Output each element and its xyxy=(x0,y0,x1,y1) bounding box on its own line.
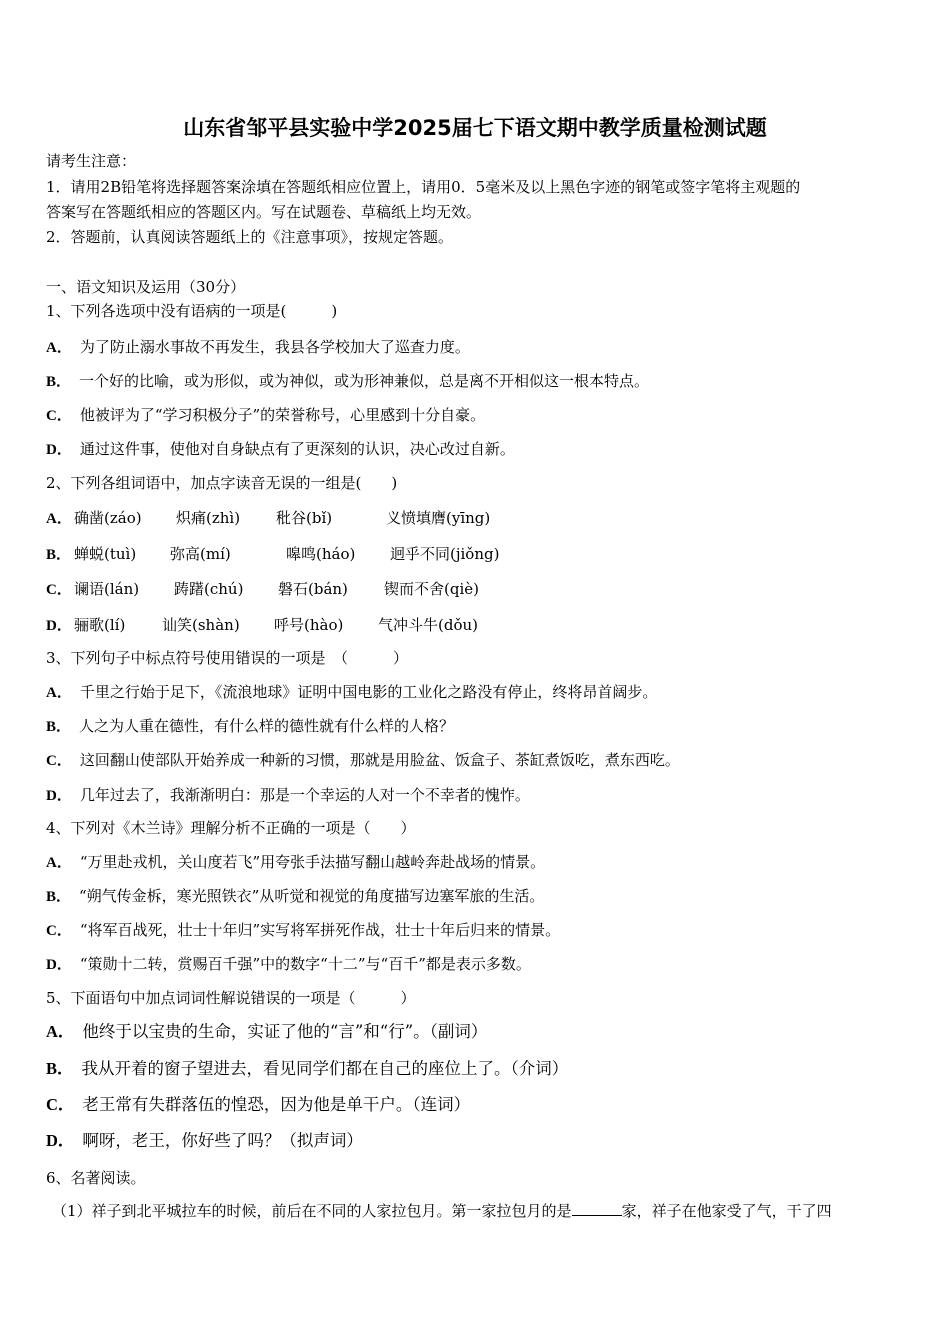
notice-heading: 请考生注意： xyxy=(46,152,137,170)
notice-line-3: 2．答题前，认真阅读答题纸上的《注意事项》，按规定答题。 xyxy=(46,228,454,246)
q5-option-a: A． 他终于以宝贵的生命，实证了他的“言”和“行”。（副词） xyxy=(46,1022,488,1041)
question-1-stem: 1、下列各选项中没有语病的一项是( ) xyxy=(46,302,338,320)
q2-word: 蝉蜕(tuì) xyxy=(74,545,137,563)
q2-word: 义愤填膺(yīng) xyxy=(386,509,491,527)
q2-word: 呼号(hào) xyxy=(274,616,344,634)
q2-word: 踌躇(chú) xyxy=(174,580,244,598)
q2-word: 弥高(mí) xyxy=(170,545,231,563)
q4-option-b: B． “朔气传金柝，寒光照铁衣”从听觉和视觉的角度描写边塞军旅的生活。 xyxy=(46,887,545,905)
notice-line-1: 1．请用2B铅笔将选择题答案涂填在答题纸相应位置上，请用0．5毫米及以上黑色字迹的钢笔或签字笔将主观题的 xyxy=(46,178,801,196)
notice-line-2: 答案写在答题纸相应的答题区内。写在试题卷、草稿纸上均无效。 xyxy=(46,203,482,221)
q2-word: 锲而不舍(qiè) xyxy=(384,580,479,598)
question-6-stem: 6、名著阅读。 xyxy=(46,1169,146,1187)
q4-option-a: A． “万里赴戎机，关山度若飞”用夸张手法描写翻山越岭奔赴战场的情景。 xyxy=(46,853,546,871)
q1-option-d: D． 通过这件事，使他对自身缺点有了更深刻的认识，决心改过自新。 xyxy=(46,440,515,458)
q3-option-d: D． 几年过去了，我渐渐明白：那是一个幸运的人对一个不幸者的愧怍。 xyxy=(46,786,530,804)
q1-option-a: A． 为了防止溺水事故不再发生，我县各学校加大了巡查力度。 xyxy=(46,338,470,356)
q2-word: 嗥鸣(háo) xyxy=(286,545,356,563)
q2-word: 气冲斗牛(dǒu) xyxy=(378,616,478,634)
question-3-stem: 3、下列句子中标点符号使用错误的一项是 （ ） xyxy=(46,649,409,667)
question-2-stem: 2、下列各组词语中，加点字读音无误的一组是( ) xyxy=(46,474,398,492)
q3-option-b: B． 人之为人重在德性，有什么样的德性就有什么样的人格？ xyxy=(46,717,455,735)
exam-page: 山东省邹平县实验中学2025届七下语文期中教学质量检测试题 请考生注意： 1．请用2B铅笔将选择题答案涂填在答题纸相应位置上，请用0．5毫米及以上黑色字迹的钢笔或签字笔将主观题的 答案写在答题纸相应的答题区内。写在试题卷、草稿纸上均无效。 2．答题前，认真阅读答题纸上的《注意事项》，按规定答题。 一、语文知识及运用（30分） 1、下列各选项中没有语病的一项是( ) A． 为了防止溺水事故不再发生，我县各学校加大了巡查力度。 B． 一个好的比喻，或为形似，或为神似，或为形神兼似，总是离不开相似这一根本特点。 C． 他被评为了“学习积极分子”的荣誉称号，心里感到十分自豪。 D． 通过这件事，使他对自身缺点有了更深刻的认识，决心改过自新。 2、下列各组词语中，加点字读音无误的一组是( ) A． 确凿(záo) 炽痛(zhì) 秕谷(bǐ) 义愤填膺(yīng) B． 蝉蜕(tuì) 弥高(mí) 嗥鸣(háo) 迥乎不同(jiǒng) C． 谰语(lán) 踌躇(chú) 磐石(bán) 锲而不舍(qiè) D． 骊歌(lí) 讪笑(shàn) 呼号(hào) 气冲斗牛(dǒu) 3、下列句子中标点符号使用错误的一项是 （ ） A． 千里之行始于足下，《流浪地球》证明中国电影的工业化之路没有停止，终将昂首阔步。 B． 人之为人重在德性，有什么样的德性就有什么样的人格？ C． 这回翻山使部队开始养成一种新的习惯，那就是用脸盆、饭盒子、茶缸煮饭吃，煮东西吃。 D． 几年过去了，我渐渐明白：那是一个幸运的人对一个不幸者的愧怍。 4、下列对《木兰诗》理解分析不正确的一项是（ ） A． “万里赴戎机，关山度若飞”用夸张手法描写翻山越岭奔赴战场的情景。 B． “朔气传金柝，寒光照铁衣”从听觉和视觉的角度描写边塞军旅的生活。 C． “将军百战死，壮士十年归”实写将军拼死作战，壮士十年后归来的情景。 D． “策勋十二转，赏赐百千强”中的数字“十二”与“百千”都是表示多数。 5、下面语句中加点词词性解说错误的一项是（ ） A． 他终于以宝贵的生命，实证了他的“言”和“行”。（副词） B． 我从开着的窗子望进去，看见同学们都在自己的座位上了。（介词） C． 老王常有失群落伍的惶恐，因为他是单干户。（连词） D． 啊呀，老王，你好些了吗？（拟声词） 6、名著阅读。 （1）祥子到北平城拉车的时候，前后在不同的人家拉包月。第一家拉包月的是 家，祥子在他家受了气，干了四 xyxy=(0,0,950,1344)
q5-option-c: C． 老王常有失群落伍的惶恐，因为他是单干户。（连词） xyxy=(46,1095,471,1114)
q1-option-b: B． 一个好的比喻，或为形似，或为神似，或为形神兼似，总是离不开相似这一根本特点。 xyxy=(46,372,650,390)
q2-word: 迥乎不同(jiǒng) xyxy=(390,545,500,563)
fill-in-blank xyxy=(572,1201,622,1216)
q1-option-c: C． 他被评为了“学习积极分子”的荣誉称号，心里感到十分自豪。 xyxy=(46,406,486,424)
q2-word: 骊歌(lí) xyxy=(74,616,126,634)
q2-word: 炽痛(zhì) xyxy=(176,509,241,527)
question-4-stem: 4、下列对《木兰诗》理解分析不正确的一项是（ ） xyxy=(46,819,416,837)
q3-option-c: C． 这回翻山使部队开始养成一种新的习惯，那就是用脸盆、饭盒子、茶缸煮饭吃，煮东西吃。 xyxy=(46,751,680,769)
q5-option-d: D． 啊呀，老王，你好些了吗？（拟声词） xyxy=(46,1131,363,1150)
q6-paragraph-1: （1）祥子到北平城拉车的时候，前后在不同的人家拉包月。第一家拉包月的是 家，祥子在他家受了气，干了四 xyxy=(52,1202,832,1220)
q5-option-b: B． 我从开着的窗子望进去，看见同学们都在自己的座位上了。（介词） xyxy=(46,1059,569,1078)
q2-word: 讪笑(shàn) xyxy=(162,616,240,634)
question-5-stem: 5、下面语句中加点词词性解说错误的一项是（ ） xyxy=(46,989,416,1007)
q2-word: 确凿(záo) xyxy=(74,509,142,527)
q2-word: 磐石(bán) xyxy=(278,580,348,598)
q2-word: 秕谷(bǐ) xyxy=(276,509,333,527)
q4-option-c: C． “将军百战死，壮士十年归”实写将军拼死作战，壮士十年后归来的情景。 xyxy=(46,921,561,939)
q3-option-a: A． 千里之行始于足下，《流浪地球》证明中国电影的工业化之路没有停止，终将昂首阔步。 xyxy=(46,683,658,701)
q2-word: 谰语(lán) xyxy=(74,580,140,598)
q4-option-d: D． “策勋十二转，赏赐百千强”中的数字“十二”与“百千”都是表示多数。 xyxy=(46,955,531,973)
page-title: 山东省邹平县实验中学2025届七下语文期中教学质量检测试题 xyxy=(183,116,767,140)
section-heading: 一、语文知识及运用（30分） xyxy=(46,278,246,296)
